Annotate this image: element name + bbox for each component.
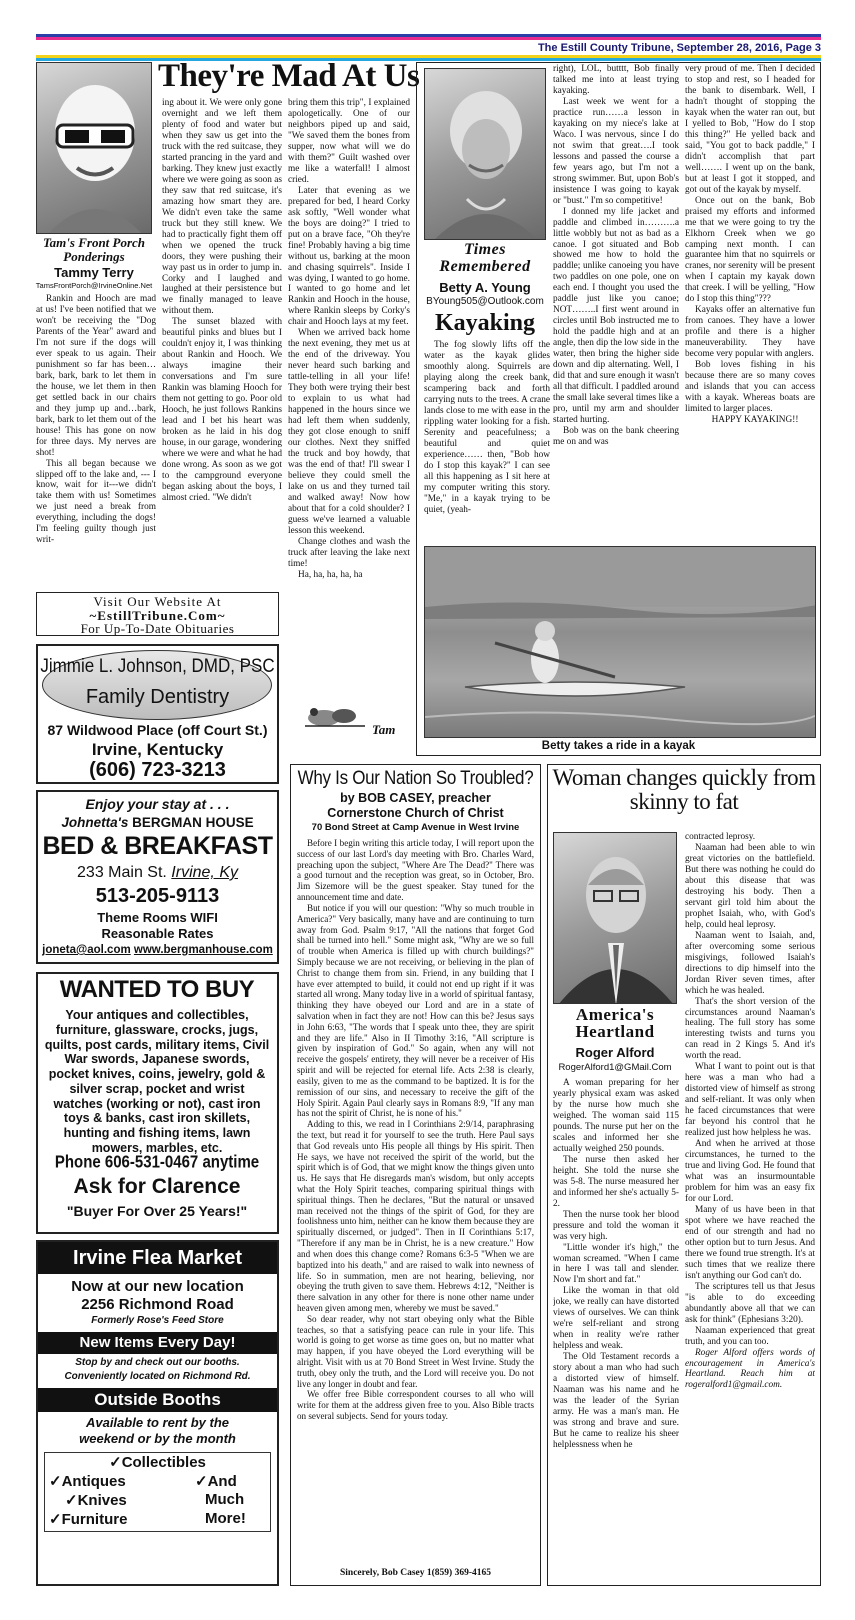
flea-line7: weekend or by the month <box>79 1431 236 1446</box>
dentist-practice: Family Dentistry <box>85 686 230 708</box>
paragraph: Before I begin writing this article today, I will report upon the success of our last Lord's day meeting with Bro. Charles Ward, preaching upon the subject, "Where Are The Dead?" There was a good turnout and the reception was great, so in October, Bro. Jim Sizemore will be the guest speaker. Stay tuned for the announcement time and date. <box>297 838 534 903</box>
wanted-body: Your antiques and collectibles, furniture, glassware, crocks, jugs, quilts, post cards, military items, Civil War swords, Japanese swords, pocket knives, coins, jewelry, gold & silver scrap, pocket and wrist watches (working or not), cast iron toys & banks, cast iron skillets, hunting and fishing items, lawn mowers, marbles, etc. <box>44 1008 270 1155</box>
paragraph: bring them this trip", I explained apologetically. One of our neighbors piped up and said, "We saved them the bones from supper, now what will we do with them?" Guilt washed over me like a waterfall! I almost cried. <box>288 98 410 185</box>
paragraph: But notice if you will our question: "Why so much trouble in America?" Very basically, many have and are continuing to turn away from God. Psalm 9:17, "All the nations that forget God shall be turned into hell." Some might ask, "Why are we so full of trouble when America is filled up with church buildings?" Simply because we are not receiving, or believing in the plan of Christ to change them from sin. Friend, in any building that I have ever attempted to build, it could not end up right if it was started all wrong. Many today live in a world of spiritual fantasy, thinking they have obeyed our Lord and are in a state of salvation when in fact they are not! How can this be? Jesus says in John 6:63, "The words that I speak unto thee, they are spirit and they are life." Also in II Timothy 3:16, "All scripture is given by inspiration of God." So again, when any will not receive the gospels' entirety, they will never be a receiver of His spirit and will be rejected for eternal life. Acts 2:38 is clearly, easily, given to me as the command to be baptized. It is for the remission of our sins, and necessary to receive the gift of the Holy Spirit. Again Paul clearly says in Romans 8:9, "If any man has not the spirit of Christ, he is none of his." <box>297 902 534 1119</box>
betty-email: BYoung505@Outlook.com <box>426 296 544 307</box>
color-rule-2 <box>36 37 821 40</box>
check-icon: ✓ <box>49 1473 62 1490</box>
tam-email: TamsFrontPorch@IrvineOnline.Net <box>35 281 153 290</box>
casey-body <box>297 838 534 1560</box>
paragraph: The nurse then asked her height. She told the nurse she was 5-8. The nurse measured her and informed her she's actually 5-2. <box>553 1154 679 1209</box>
tam-author: Tammy Terry <box>54 265 134 280</box>
tam-signature: Tam <box>372 722 396 737</box>
tam-column-1 <box>36 294 156 586</box>
flea-line1: Now at our new location <box>71 1278 244 1295</box>
alford-headline: Woman changes quickly from skinny to fat <box>552 765 816 815</box>
website-ad <box>36 592 279 636</box>
paragraph: And when he arrived at those circumstances, he turned to the true and living God. He found that what was an insurmountable problem for him was an easy fix for our Lord. <box>685 1139 815 1204</box>
website-ad-line1: Visit Our Website At <box>93 594 222 609</box>
bnb-web-link[interactable]: www.bergmanhouse.com <box>133 944 273 956</box>
tammy-terry-photo <box>36 62 152 234</box>
wanted-ad <box>36 972 279 1234</box>
betty-column-1 <box>424 340 550 540</box>
betty-headline: Kayaking <box>434 310 536 336</box>
paragraph: I donned my life jacket and paddle and climbed in……….a little wobbly but not as bad as a canoe. I got situated and Bob showed me how to hold the paddle; unlike canoeing you have two paddles on one pole, one on each end. I thought you used the paddle just like you canoe; NOT……..I first went around in circles until Bob instructed me to hold the paddle high and at an angle, then dip the low side in the water, then bring the higher side down and dip alternating. Well, I did that and sure enough it wasn't all that difficult. I paddled around the small lake several times like a pro, until my arm and shoulder started hurting. <box>553 206 679 425</box>
paragraph: HAPPY KAYAKING!! <box>711 415 799 425</box>
paragraph: When we arrived back home the next evening, they met us at the end of the driveway. You never heard such barking and tattle-telling in all your life! They both were trying their best to explain to us what had happened in the hours since we had left them when suddenly, they got close enough to sniff our clothes. Next they sniffed the truck and boy howdy, that was the end of that! I'll swear I believe they could smell the lake on us and they turned tail and walked away! Now how about that for a cold shoulder? I guess we've learned a valuable lesson this weekend. <box>288 328 410 536</box>
alford-column-2 <box>685 832 815 1584</box>
bnb-ad <box>36 790 279 964</box>
flea-item-antiques: ✓Antiques <box>49 1473 126 1490</box>
paragraph: Adding to this, we read in I Corinthians 2:9/14, paraphrasing the text, but read it for yourself to see the truth. Here Paul says that God reveals unto His people all things by His spirit. Then He says, we have not received the spirit of the world, but the spirit which is of God, that we might know the things given unto us. He says that He disregards man's wisdom, but only accepts what the Holy Spirit teaches, comparing spiritual things with spiritual things. Then he declares, "But the natural or unsaved man received not the things of the spirit of God, for they are foolishness unto him, neither can he know them because they are spiritually discerned, or judged". Then in II Corinthians 5:17, "Therefore if any man be in Christ, he is a new creature." How and when does this change come? Romans 6:3-5 "When we are baptized into his death," and are raised to walk into newness of life. So in summation, men are not hearing, believing, nor obeying the truth given to save them. Hebrews 4:12, "Neither is there salvation in any other for there is none other name under heaven given among men, whereby we must be saved." <box>297 1119 534 1313</box>
paragraph: The fog slowly lifts off the water as the kayak glides smoothly along. Squirrels are playing along the creek bank, scampering back and forth carrying nuts to the trees. A crane lands close to me with ease in the rippling water looking for a fish. Serenity and peacefulness; a beautiful and quiet experience…… then, "Bob how do I stop this kayak?" I can see all this happening as I sit here at my computer writing this story. "Me," in a kayak trying to be quiet, (yeah- <box>424 340 550 515</box>
flea-item-much: Much <box>205 1491 245 1508</box>
paragraph: The Old Testament records a story about a man who had such a distorted view of himself. Naaman was his name and he was the leader of the Syrian army. He was a man's man. He was strong and brave and sure. But he came to realize his sheer helplessness when he <box>553 1352 679 1450</box>
paragraph: A woman preparing for her yearly physical exam was asked by the nurse how much she weighed. The woman said 115 pounds. The nurse put her on the scales and informed her she actually weighed 250 pounds. <box>553 1078 679 1154</box>
kayak-scene-icon <box>425 547 816 738</box>
bnb-contact <box>38 944 277 956</box>
bnb-city: Irvine, Ky <box>171 864 238 881</box>
paragraph: Like the woman in that old joke, we really can have distorted views of ourselves. We can think we're self-reliant and strong when in reality we're rather helpless and weak. <box>553 1286 679 1352</box>
roger-alford-photo <box>553 832 677 1004</box>
dogs-doodle-icon <box>300 702 370 728</box>
paragraph: Bob was on the bank cheering me on and was <box>553 425 679 447</box>
check-icon: ✓ <box>65 1492 78 1509</box>
check-icon: ✓ <box>109 1454 122 1471</box>
tam-headline: They're Mad At Us <box>158 58 420 94</box>
kayak-caption: Betty takes a ride in a kayak <box>541 740 696 752</box>
flea-item-more: More! <box>205 1510 246 1527</box>
bnb-title: BED & BREAKFAST <box>42 832 273 860</box>
paragraph: Change clothes and wash the truck after leaving the lake next time! <box>288 536 410 569</box>
paragraph: Naaman experienced that great truth, and you can too. <box>685 1325 815 1347</box>
paragraph: Then the nurse took her blood pressure and told the woman it was very high. <box>553 1209 679 1242</box>
paragraph: That's the short version of the circumstances around Naaman's healing. The full story has some interesting twists and turns you can read in 2 Kings 5. And it's worth the read. <box>685 996 815 1062</box>
paragraph: Many of us have been in that spot where we have reached the end of our strength and had no other option but to turn Jesus. And there we found true strength. It's at such times that we realize there isn't anything our God can't do. <box>685 1204 815 1281</box>
wanted-title: WANTED TO BUY <box>59 976 255 1003</box>
casey-byline2: Cornerstone Church of Christ <box>327 806 504 820</box>
casey-closing: Sincerely, Bob Casey 1(859) 369-4165 <box>339 1568 492 1578</box>
alford-column-1 <box>553 1078 679 1584</box>
flea-outside-bar: Outside Booths <box>38 1388 277 1412</box>
portrait-icon <box>554 833 677 1004</box>
tam-kicker: Tam's Front Porch Ponderings <box>42 235 146 265</box>
betty-column-3 <box>685 64 815 540</box>
bnb-address <box>38 864 277 882</box>
paragraph: "Little wonder it's high," the woman screamed. "When I came in here I was tall and slender. Now I'm short and fat." <box>553 1242 679 1286</box>
tam-column-3 <box>288 98 410 688</box>
bnb-line2 <box>38 815 277 830</box>
alford-author: Roger Alford <box>575 1045 655 1060</box>
flea-ad <box>36 1240 279 1586</box>
paragraph: ing about it. We were only gone overnight and we left them plenty of food and water but when they saw us get into the truck with the red suitcase, they started prancing in the yard and barking. They knew just exactly where we were going as soon as they saw that red suitcase, it's amazing how smart they are. We didn't even take the same truck but they still knew. We had to practically fight them off when we opened the truck doors, they were pushing their way past us in order to jump in. Corky and I laughed and laughed at their persistence but we finally managed to leave without them. <box>162 98 282 317</box>
paragraph: Bob loves fishing in his because there are so many coves and islands that you can access with a kayak. Whereas boats are limited to larger places. <box>685 360 815 415</box>
flea-line5: Conveniently located on Richmond Rd. <box>64 1371 251 1382</box>
paragraph: Naaman went to Isaiah, and, after overcoming some serious misgivings, followed Isaiah's directions to dip himself into the Jordan River seven times, after which he was healed. <box>685 930 815 996</box>
paragraph: Naaman had been able to win great victories on the battlefield. But there was nothing he could do about this disease that was destroying his body. Then a servant girl told him about the prophet Isaiah, who, with God's help, could heal leprosy. <box>685 842 815 930</box>
bnb-phone: 513-205-9113 <box>95 885 220 907</box>
casey-byline3: 70 Bond Street at Camp Avenue in West Irvine <box>311 822 520 833</box>
bnb-email-link[interactable]: joneta@aol.com <box>42 944 131 956</box>
check-icon: ✓ <box>49 1511 62 1528</box>
bnb-owner: Johnetta's <box>61 815 129 830</box>
dentist-address: 87 Wildwood Place (off Court St.) <box>47 722 268 738</box>
paragraph: The sunset blazed with beautiful pinks and blues but I couldn't enjoy it, I was thinking about Rankin and Hooch. We always imagine their conversations and I'm sure Rankin was blaming Hooch for them not getting to go. Poor old Hooch, he just follows Rankins lead and I bet his heart was broken as he laid in his dog house, in our garage, wondering where we were and what he had done wrong. As soon as we got to the campground everyone began asking about the boys, I almost cried. "We didn't <box>162 317 282 503</box>
wanted-tagline: "Buyer For Over 25 Years!" <box>66 1203 248 1219</box>
website-ad-line3: For Up-To-Date Obituaries <box>80 621 235 637</box>
dentist-ad <box>36 644 279 784</box>
paragraph: very proud of me. Then I decided to stop and rest, so I headed for the bank to disembark. Well, I hadn't thought of stopping the kayak when the water ran out, but I yelled to Bob, "How do I stop this thing?" He yelled back and said, "You got to back paddle," I didn't accomplish that part well……. I went up on the bank, but at least I got it stopped, and got out of the kayak by myself. <box>685 64 815 195</box>
flea-line6: Available to rent by the <box>85 1415 230 1430</box>
paragraph: The scriptures tell us that Jesus "is able to do exceeding abundantly above all that we can ask for think" (Ephesians 3:20). <box>685 1281 815 1325</box>
paragraph: Once out on the bank, Bob praised my efforts and informed me that we were going to try the Elkhorn Creek when we go camping next month. I can guarantee him that no squirrels or cranes, nor serenity will be present when I captain my kayak down that creek. I will be yelling, "How do I stop this thing"??? <box>685 195 815 305</box>
flea-item-furniture: ✓Furniture <box>49 1511 128 1528</box>
dentist-city: Irvine, Kentucky <box>91 740 224 759</box>
casey-headline: Why Is Our Nation So Troubled? <box>297 766 534 789</box>
betty-kicker: Times Remembered <box>439 241 531 275</box>
flea-items-box <box>44 1452 271 1532</box>
paragraph: So dear reader, why not start obeying only what the Bible teaches, so that a satisfying peace can rule in your life. This world is going to get worse as time goes on, but no matter what may happen, if you have obeyed the Lord everything will be alright. Visit with us at 70 Bond Street in West Irvine. Study the truth, obey only the truth, and the Lord will receive you. Do not live any longer in doubt and fear. <box>297 1313 534 1389</box>
color-rule-4 <box>36 58 821 61</box>
paragraph: Last week we went for a practice run……a lesson in kayaking on my niece's lake at Waco. I was nervous, since I do not swim that great….I took lessons and passed the course a few years ago, but I'm not a strong swimmer. But, upon Bob's insistence I was going to kayak or "bust." I'm so competitive! <box>553 96 679 206</box>
paragraph: What I want to point out is that here was a man who had a distorted view of himself as strong and self-reliant. It was only when he faced circumstances that were far beyond his control that he realized just how helpless he was. <box>685 1062 815 1139</box>
portrait-icon <box>425 69 546 240</box>
alford-kicker: America's Heartland <box>575 1005 655 1041</box>
flea-item-knives: ✓Knives <box>65 1492 127 1509</box>
paragraph: Later that evening as we prepared for bed, I heard Corky ask softly, "Well wonder what the boys are doing?" I tried to put on a brave face, "Oh they're fine! Probably having a big time without us, barking at the moon and chasing squirrels". Inside I was dying, I wanted to go home. I wanted to go home and let Rankin and Hooch in the house, where Rankin sleeps by Corky's chair and Hooch lays at my feet. <box>288 185 410 328</box>
dentist-phone: (606) 723-3213 <box>89 759 226 781</box>
kayak-photo <box>424 546 816 738</box>
betty-author: Betty A. Young <box>439 280 531 295</box>
paragraph: Rankin and Hooch are mad at us! I've been notified that we won't be receiving the "Dog Parents of the Year" award and I'm not sure if the dogs will ever speak to us again. Their punishment so far has been…bark, bark, bark to let them in the house, we let them in then get settled back in our chairs and they jump up and…bark, bark, bark to let them out of the house! This has gone on now for three days. My nerves are shot! <box>36 294 156 458</box>
flea-new-items-bar: New Items Every Day! <box>38 1332 277 1354</box>
paragraph: We offer free Bible correspondent courses to all who will write for them at the address given free to you. Also Bible tracts on several subjects. Send for yours today. <box>297 1389 534 1422</box>
flea-line2: 2256 Richmond Road <box>81 1296 234 1313</box>
wanted-ask: Ask for Clarence <box>73 1175 241 1198</box>
bnb-line1: Enjoy your stay at . . . <box>85 796 230 812</box>
paragraph: Roger Alford offers words of encouragement in America's Heartland. Reach him at rogeralford1@gmail.com. <box>685 1347 815 1391</box>
flea-item-and: ✓And <box>195 1473 237 1490</box>
paragraph: right), LOL, butttt, Bob finally talked me into at least trying kayaking. <box>553 64 679 96</box>
betty-young-photo <box>424 68 546 240</box>
wanted-phone: Phone 606-531-0467 anytime <box>54 1152 260 1173</box>
dentist-name: Jimmie L. Johnson, DMD, PSC <box>40 654 275 677</box>
tam-column-2 <box>162 98 282 588</box>
paragraph: Kayaks offer an alternative fun from canoes. They have a lower profile and there is a higher maneuverability. They have become very popular with anglers. <box>685 305 815 360</box>
paragraph: Ha, ha, ha, ha, ha <box>298 569 363 580</box>
alford-email: RogerAlford1@GMail.Com <box>558 1062 672 1073</box>
betty-column-2 <box>553 64 679 540</box>
flea-line3: Formerly Rose's Feed Store <box>91 1315 224 1326</box>
page-header: The Estill County Tribune, September 28, 2016, Page 3 <box>537 42 821 54</box>
paragraph: contracted leprosy. <box>685 832 756 842</box>
check-icon: ✓ <box>195 1473 208 1490</box>
casey-byline1: by BOB CASEY, preacher <box>340 791 491 805</box>
bnb-line6: Reasonable Rates <box>101 926 214 941</box>
paragraph: This all began because we slipped off to the lake and, --- I know, wait for it---we didn't take them with us! Sometimes we just need a break from everything, including the dogs! I'm feeling guilty though just writ- <box>36 458 156 546</box>
flea-line4: Stop by and check out our booths. <box>75 1357 240 1368</box>
portrait-icon <box>37 63 152 234</box>
bnb-house: BERGMAN HOUSE <box>132 815 254 830</box>
flea-title: Irvine Flea Market <box>38 1242 277 1274</box>
flea-item-collectibles: ✓Collectibles <box>109 1454 206 1471</box>
website-ad-line2: ~EstillTribune.Com~ <box>89 607 226 623</box>
bnb-street: 233 Main St. <box>77 864 167 881</box>
bnb-line5: Theme Rooms WIFI <box>97 910 218 925</box>
